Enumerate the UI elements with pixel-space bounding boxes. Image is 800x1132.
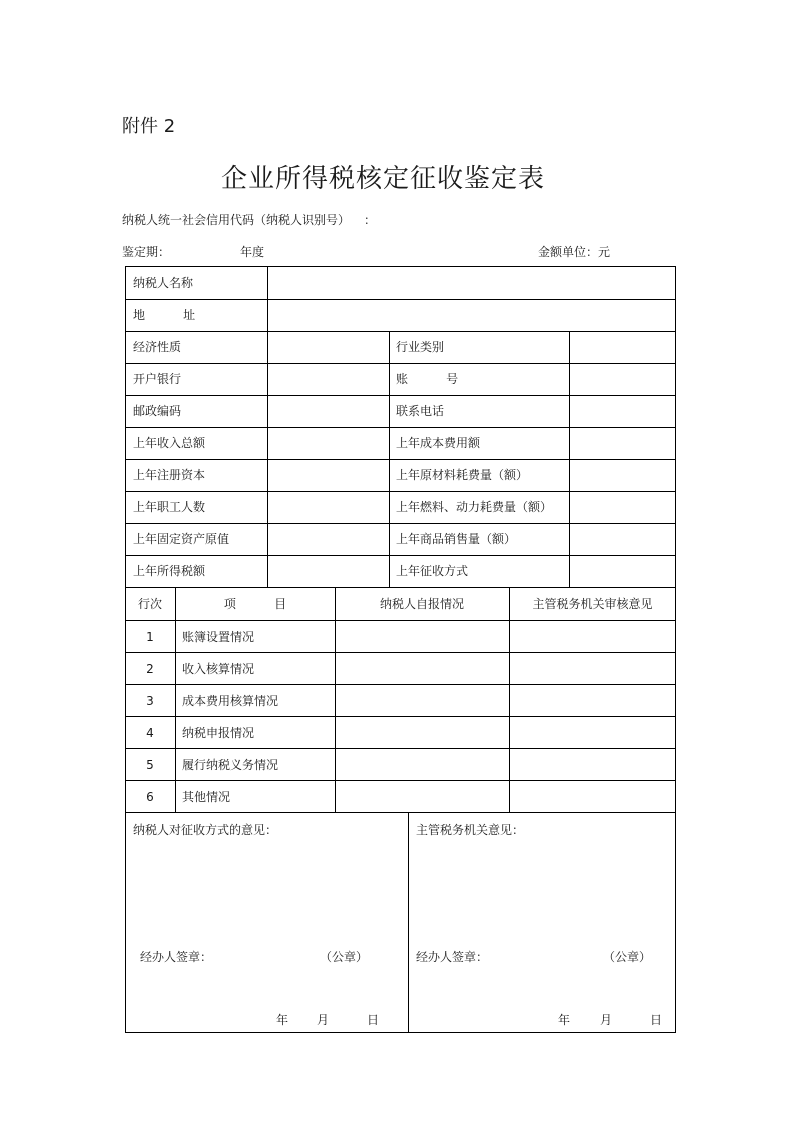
attachment-label: 附件 2 [122,116,176,137]
info-label-left: 开户银行 [133,372,182,386]
column-divider [335,587,336,812]
item-seq: 6 [146,790,154,804]
row-divider [125,459,676,460]
item-name: 成本费用核算情况 [182,694,279,708]
authority-opinion-label: 主管税务机关意见： [416,823,525,837]
item-header: 项 目 [223,597,287,611]
info-label-right: 上年成本费用额 [396,436,481,450]
row-divider [125,780,676,781]
info-label-right: 行业类别 [396,340,445,354]
row-divider [125,299,676,300]
item-name: 纳税申报情况 [182,726,255,740]
row-divider [125,395,676,396]
info-label-left: 上年固定资产原值 [133,532,230,546]
info-label-right: 上年燃料、动力耗费量（额） [396,500,553,514]
item-name: 履行纳税义务情况 [182,758,279,772]
info-label-right: 上年原材料耗费量（额） [396,468,529,482]
info-label-left: 上年收入总额 [133,436,206,450]
taxpayer-opinion-label: 纳税人对征收方式的意见： [133,823,278,837]
item-seq: 4 [146,726,154,740]
page-title: 企业所得税核定征收鉴定表 [220,164,545,194]
info-label-left: 上年注册资本 [133,468,206,482]
taxpayer-date-day: 日 [367,1013,380,1027]
item-name: 收入核算情况 [182,662,255,676]
row-divider [125,684,676,685]
column-divider [509,587,510,812]
column-divider [389,331,390,587]
item-seq: 3 [146,694,154,708]
taxpayer-signer-label: 经办人签章： [140,950,213,964]
row-divider [125,652,676,653]
info-label-right: 上年商品销售量（额） [396,532,517,546]
item-name: 其他情况 [182,790,231,804]
row-divider [125,620,676,621]
info-label-left: 上年职工人数 [133,500,206,514]
item-seq: 5 [146,758,154,772]
period-label: 鉴定期： [122,245,171,259]
row-divider [125,331,676,332]
item-seq: 1 [146,630,154,644]
row-divider [125,812,676,813]
taxpayer-date-month: 月 [317,1013,330,1027]
column-divider [175,587,176,812]
row-divider [125,587,676,588]
authority-date-month: 月 [600,1013,613,1027]
info-label-right: 联系电话 [396,404,445,418]
row-divider [125,716,676,717]
taxpayer-name-label: 纳税人名称 [133,276,194,290]
info-label-right: 账 号 [396,372,459,386]
info-label-left: 经济性质 [133,340,182,354]
tax-review-header: 主管税务机关审核意见 [532,597,653,611]
credit-code-colon: ： [364,213,377,227]
authority-seal-label: （公章） [603,950,652,964]
taxpayer-date-year: 年 [276,1013,289,1027]
seq-header: 行次 [137,597,162,611]
row-divider [125,523,676,524]
info-label-left: 上年所得税额 [133,564,206,578]
row-divider [125,491,676,492]
column-divider [569,331,570,587]
self-report-header: 纳税人自报情况 [379,597,464,611]
row-divider [125,363,676,364]
authority-signer-label: 经办人签章： [416,950,489,964]
row-divider [125,427,676,428]
credit-code-label: 纳税人统一社会信用代码（纳税人识别号） [122,213,345,227]
row-divider [125,748,676,749]
column-divider [408,812,409,1033]
authority-date-year: 年 [558,1013,571,1027]
info-label-left: 邮政编码 [133,404,182,418]
row-divider [125,555,676,556]
address-label: 地 址 [133,308,196,322]
info-label-right: 上年征收方式 [396,564,469,578]
credit-code-line [122,211,376,228]
item-seq: 2 [146,662,154,676]
unit-label: 金额单位：元 [538,245,611,259]
item-name: 账簿设置情况 [182,630,255,644]
year-label: 年度 [240,245,265,259]
authority-date-day: 日 [650,1013,663,1027]
taxpayer-seal-label: （公章） [320,950,369,964]
column-divider [267,266,268,587]
